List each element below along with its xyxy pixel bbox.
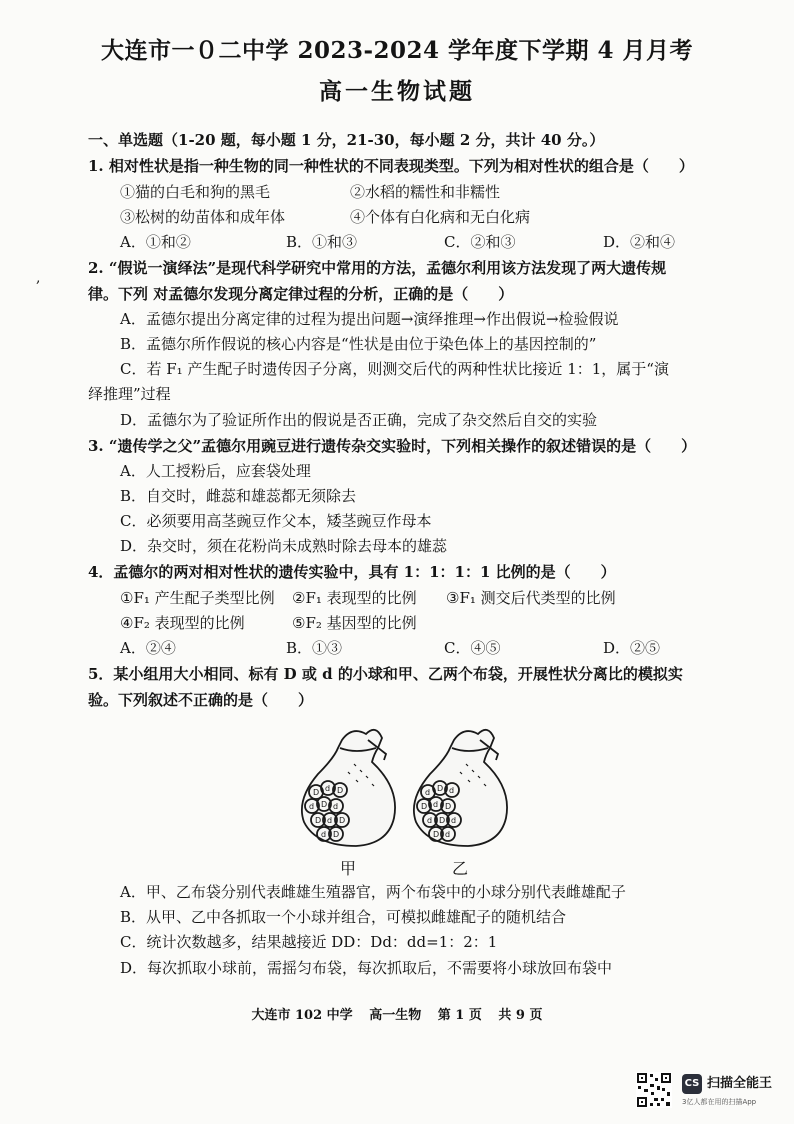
q3-choice-a: A．人工授粉后，应套袋处理 (120, 462, 311, 480)
q1-choice-c: C．②和③ (444, 233, 516, 251)
cloth-bags-illustration (290, 718, 510, 883)
svg-text:d: d (321, 830, 327, 839)
q5-choice-a: A．甲、乙布袋分别代表雌雄生殖器官，两个布袋中的小球分别代表雌雄配子 (120, 883, 626, 901)
section-heading: 一、单选题（1-20 题，每小题 1 分，21-30，每小题 2 分，共计 40 分。） (88, 131, 605, 149)
exam-subtitle: 高一生物试题 (319, 78, 475, 105)
bag-label-jia: 甲 (339, 859, 357, 878)
q5-stem-line1: 5．某小组用大小相同、标有 D 或 d 的小球和甲、乙两个布袋，开展性状分离比的模拟实 (88, 665, 683, 683)
svg-text:D: D (313, 788, 320, 797)
q4-choice-c: C．④⑤ (444, 639, 501, 657)
q4-option-4: ④F₂ 表现型的比例 (120, 614, 245, 632)
q1-stem: 1. 相对性状是指一种生物的同一种性状的不同表现类型。下列为相对性状的组合是（ ） (88, 157, 694, 175)
q3-choice-d: D．杂交时，须在花粉尚未成熟时除去母本的雄蕊 (120, 537, 448, 555)
q4-option-3: ③F₁ 测交后代类型的比例 (446, 589, 616, 607)
page-footer (0, 1004, 794, 1023)
q1-choice-a: A．①和② (120, 233, 191, 251)
svg-text:D: D (315, 816, 322, 825)
q1-option-1: ①猫的白毛和狗的黑毛 (120, 183, 271, 201)
q5-choice-d: D．每次抓取小球前，需摇匀布袋，每次抓取后，不需要将小球放回布袋中 (120, 959, 613, 977)
svg-text:D: D (445, 802, 452, 811)
svg-text:d: d (327, 816, 333, 825)
q1-option-3: ③松树的幼苗体和成年体 (120, 208, 286, 226)
q1-choice-b: B．①和③ (286, 233, 358, 251)
q2-choice-c-line1: C．若 F₁ 产生配子时遗传因子分离，则测交后代的两种性状比接近 1：1，属于“演 (120, 360, 669, 378)
q2-choice-d: D．孟德尔为了验证所作出的假说是否正确，完成了杂交然后自交的实验 (120, 411, 598, 429)
svg-text:d: d (433, 800, 439, 809)
svg-text:d: d (309, 802, 315, 811)
q3-choice-c: C．必须要用高茎豌豆作父本，矮茎豌豆作母本 (120, 512, 432, 530)
svg-text:D: D (437, 784, 444, 793)
svg-text:D: D (433, 830, 440, 839)
svg-text:D: D (337, 786, 344, 795)
bags-figure (290, 718, 510, 883)
footer-school: 大连市 102 中学 (251, 1008, 353, 1023)
q5-choice-b: B．从甲、乙中各抓取一个小球并组合，可模拟雌雄配子的随机结合 (120, 908, 567, 926)
q5-stem-line2: 验。下列叙述不正确的是（ ） (88, 691, 314, 709)
q1-option-4: ④个体有白化病和无白化病 (350, 208, 531, 226)
footer-subject: 高一生物 (369, 1008, 422, 1023)
q2-stem-line2: 律。下列 对孟德尔发现分离定律过程的分析，正确的是（ ） (88, 285, 514, 303)
svg-text:D: D (321, 800, 328, 809)
bag-label-yi: 乙 (451, 859, 469, 878)
q2-choice-a: A．孟德尔提出分离定律的过程为提出问题→演绎推理→作出假说→检验假说 (120, 310, 619, 328)
svg-text:d: d (425, 788, 431, 797)
camscanner-tagline: 3亿人都在用的扫描App (682, 1098, 757, 1106)
q3-choice-b: B．自交时，雌蕊和雄蕊都无须除去 (120, 487, 357, 505)
svg-text:d: d (325, 784, 331, 793)
svg-text:d: d (427, 816, 433, 825)
footer-page-number: 第 1 页 (437, 1008, 482, 1023)
q3-stem: 3. “遗传学之父”孟德尔用豌豆进行遗传杂交实验时，下列相关操作的叙述错误的是（ ） (88, 437, 697, 455)
q4-option-5: ⑤F₂ 基因型的比例 (292, 614, 417, 632)
q2-choice-c-line2: 绎推理”过程 (88, 385, 171, 403)
footer-total-pages: 共 9 页 (498, 1008, 543, 1023)
qr-code-icon (636, 1072, 672, 1108)
svg-text:d: d (451, 816, 457, 825)
q1-option-2: ②水稻的糯性和非糯性 (350, 183, 501, 201)
exam-title: 大连市一０二中学 2023-2024 学年度下学期 4 月月考 (100, 37, 694, 64)
q2-stem-line1: 2. “假说一演绎法”是现代科学研究中常用的方法，孟德尔利用该方法发现了两大遗传规 (88, 259, 667, 277)
q4-choice-d: D．②⑤ (603, 639, 661, 657)
svg-text:d: d (333, 802, 339, 811)
camscanner-logo: CS (682, 1074, 702, 1094)
stray-pen-mark: , (36, 270, 41, 286)
svg-text:D: D (421, 802, 428, 811)
q4-choice-a: A．②④ (120, 639, 176, 657)
q4-stem: 4．孟德尔的两对相对性状的遗传实验中，具有 1：1：1：1 比例的是（ ） (88, 563, 616, 581)
svg-text:d: d (449, 786, 455, 795)
q2-choice-b: B．孟德尔所作假说的核心内容是“性状是由位于染色体上的基因控制的” (120, 335, 597, 353)
q1-choice-d: D．②和④ (603, 233, 676, 251)
q4-option-2: ②F₁ 表现型的比例 (292, 589, 417, 607)
svg-text:D: D (339, 816, 346, 825)
q4-choice-b: B．①③ (286, 639, 343, 657)
q5-choice-c: C．统计次数越多，结果越接近 DD：Dd：dd=1：2：1 (120, 933, 498, 951)
svg-text:D: D (439, 816, 446, 825)
svg-text:D: D (333, 830, 340, 839)
svg-text:d: d (445, 830, 451, 839)
camscanner-name: 扫描全能王 (707, 1076, 773, 1091)
q4-option-1: ①F₁ 产生配子类型比例 (120, 589, 275, 607)
